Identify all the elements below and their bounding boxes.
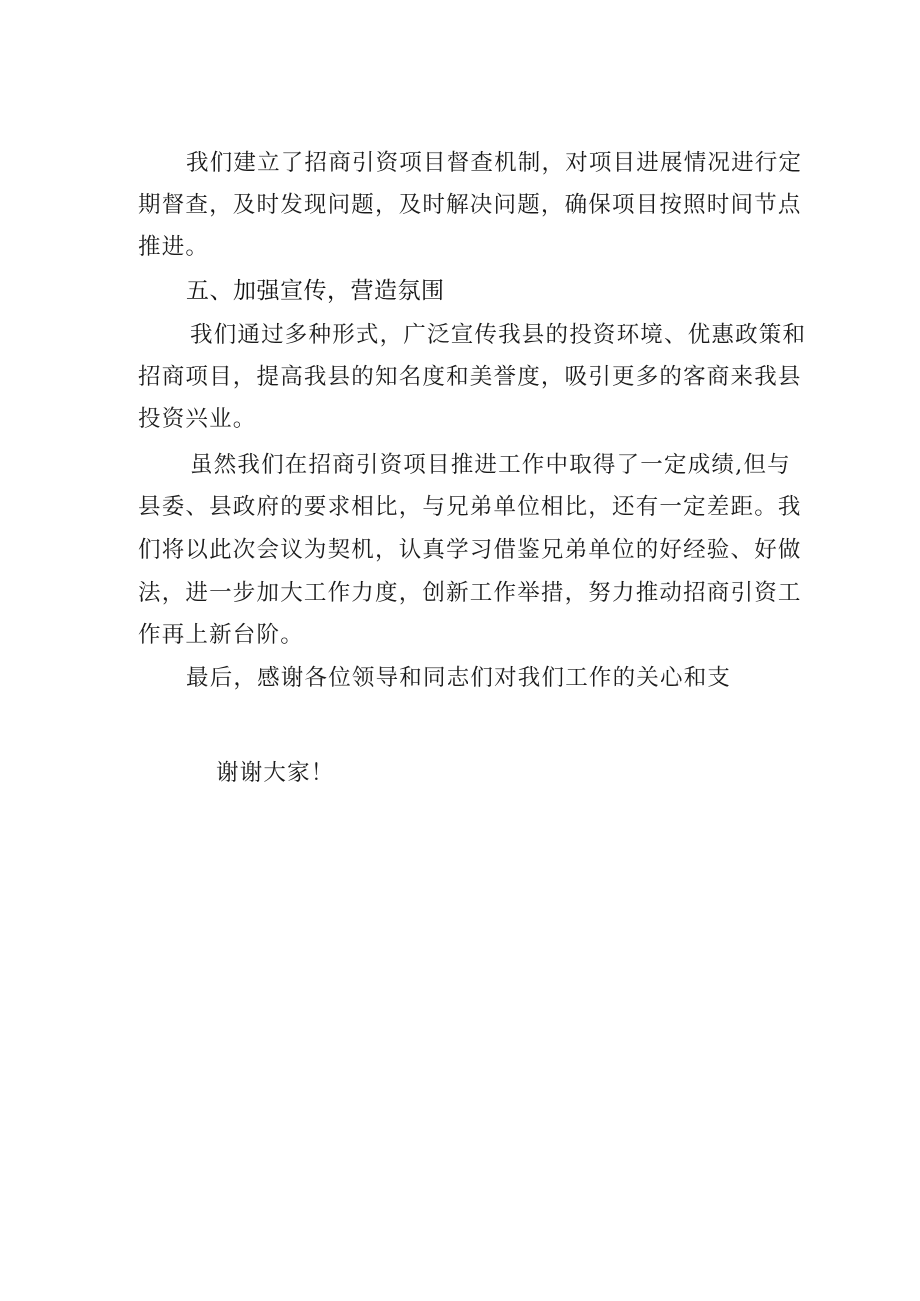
paragraph-1-line-2: 期督查，及时发现问题，及时解决问题，确保项目按照时间节点 [138,192,802,218]
paragraph-3-line-5: 作再上新台阶。 [138,622,304,648]
paragraph-3-line-2: 县委、县政府的要求相比，与兄弟单位相比，还有一定差距。我 [138,494,802,520]
paragraph-3-line-4: 法，进一步加大工作力度，创新工作举措，努力推动招商引资工 [138,580,802,606]
section-heading: 五、加强宣传，营造氛围 [186,278,445,304]
paragraph-2-line-2: 招商项目，提高我县的知名度和美誉度，吸引更多的客商来我县 [138,364,802,390]
paragraph-4-line-1: 最后，感谢各位领导和同志们对我们工作的关心和支 [186,665,732,691]
paragraph-1-line-1: 我们建立了招商引资项目督查机制，对项目进展情况进行定 [186,150,803,176]
paragraph-3-line-3: 们将以此次会议为契机，认真学习借鉴兄弟单位的好经验、好做 [138,537,802,563]
paragraph-2-line-1: 我们通过多种形式，广泛宣传我县的投资环境、优惠政策和 [190,322,807,348]
paragraph-2-line-3: 投资兴业。 [138,406,257,432]
closing-thanks: 谢谢大家！ [216,760,335,786]
paragraph-3-line-1: 虽然我们在招商引资项目推进工作中取得了一定成绩,但与 [190,452,791,478]
paragraph-1-line-3: 推进。 [138,234,210,260]
